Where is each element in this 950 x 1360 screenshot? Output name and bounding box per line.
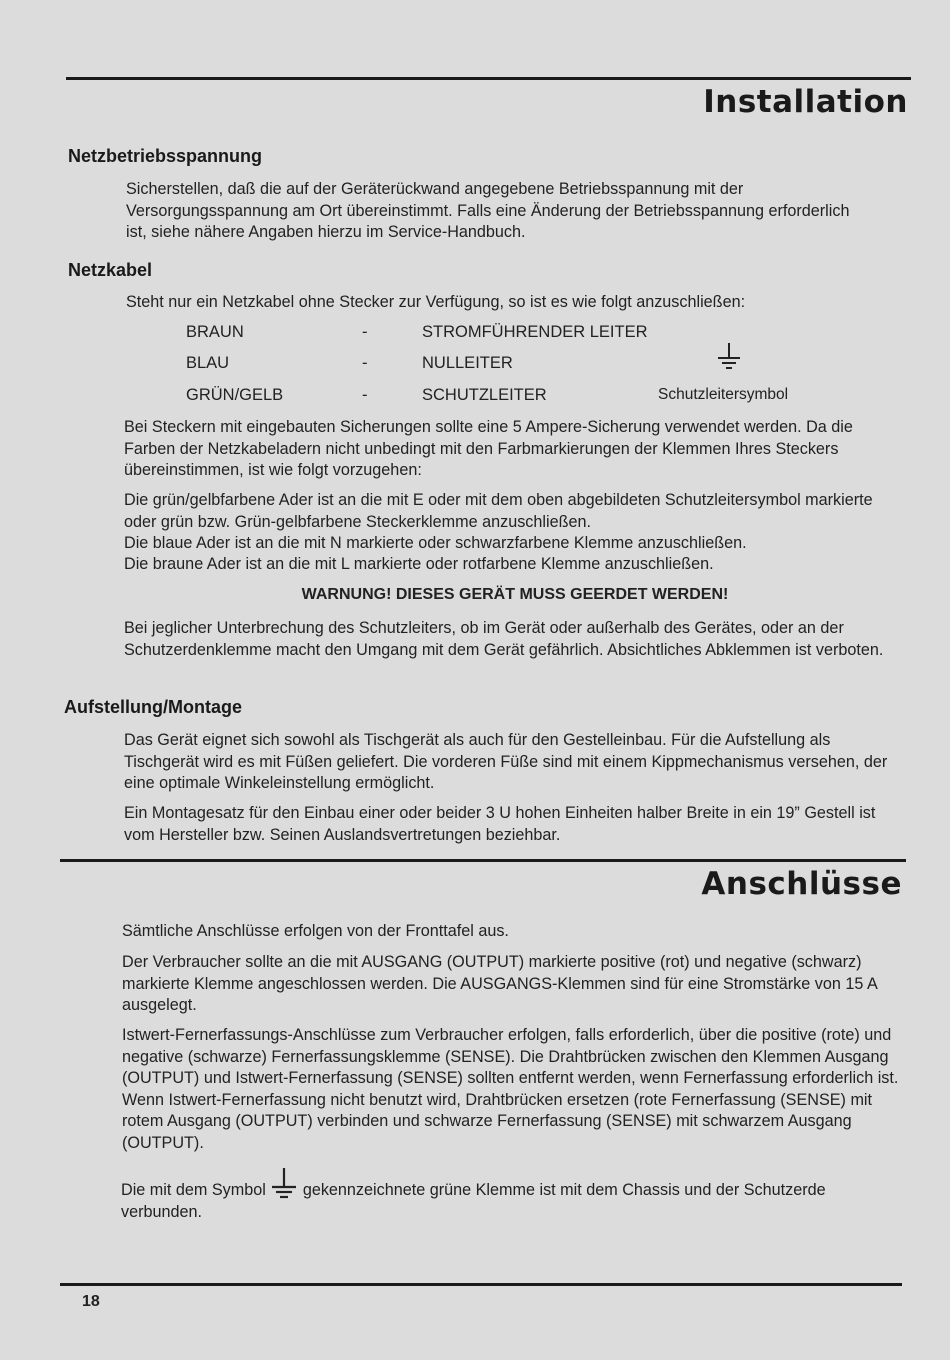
chassis-text-after: gekennzeichnete grüne Klemme ist mit dem Chassis und der Schutzerde verbunden. xyxy=(121,1181,826,1221)
installation-title: Installation xyxy=(703,84,908,120)
anschluesse-output-text: Der Verbraucher sollte an die mit AUSGANG (OUTPUT) markierte positive (rot) und negative (schwarz) markierte Klemme angeschlossen werden. Die AUSGANGS-Klemmen sind für eine Stromstärke von 15 A ausgelegt. xyxy=(122,953,877,1014)
wire-row-blau xyxy=(0,354,950,376)
chassis-text-before: Die mit dem Symbol xyxy=(121,1181,266,1199)
anschluesse-sense-text: Istwert-Fernerfassungs-Anschlüsse zum Verbraucher erfolgen, falls erforderlich, über die positive (rote) und negative (schwarze) Fernerfassungsklemme (SENSE). Die Drahtbrücken zwischen den Klemmen Ausgang (OUTPUT) und Istwert-Fernerfassung (SENSE) sollten entfernt werden, wenn Fernerfassung erforderlich ist. Wenn Istwert-Fernerfassung nicht benutzt wird, Drahtbrücken ersetzen (rote Fernerfassung (SENSE) mit rotem Ausgang (OUTPUT) verbinden und schwarze Fernerfassung (SENSE) mit schwarzem Ausgang (OUTPUT). xyxy=(122,1026,899,1152)
wire-color: BRAUN xyxy=(186,323,244,341)
page-number: 18 xyxy=(82,1293,100,1310)
wire-color: BLAU xyxy=(186,354,230,372)
warning-text: Bei jeglicher Unterbrechung des Schutzleiters, ob im Gerät oder außerhalb des Gerätes, oder an der Schutzerdenklemme macht den Umgang mit dem Gerät gefährlich. Absichtliches Abklemmen ist verboten. xyxy=(124,619,884,659)
wire-dash: - xyxy=(362,354,368,372)
wire-dash: - xyxy=(362,323,368,341)
wire-function: NULLEITER xyxy=(422,354,513,372)
ground-warning: WARNUNG! DIESES GERÄT MUSS GEERDET WERDEN! xyxy=(301,586,729,603)
earth-symbol-label: Schutzleitersymbol xyxy=(658,386,789,403)
wire-row-gruen-gelb xyxy=(0,386,950,408)
anschluesse-chassis-text xyxy=(121,1167,901,1223)
aufstellung-text-2: Ein Montagesatz für den Einbau einer oder beider 3 U hohen Einheiten halber Breite in ein 19” Gestell ist vom Hersteller bzw. Seinen Auslandsvertretungen beziehbar. xyxy=(124,804,876,844)
netzkabel-heading: Netzkabel xyxy=(68,260,153,280)
wire-function: STROMFÜHRENDER LEITER xyxy=(422,323,648,341)
fuse-text: Bei Steckern mit eingebauten Sicherungen sollte eine 5 Ampere-Sicherung verwendet werden. Da die Farben der Netzkabeladern nicht unbedingt mit den Farbmarkierungen der Klemmen Ihres Steckers übereinstimmen, ist wie folgt vorzugehen: xyxy=(124,418,853,479)
bottom-rule xyxy=(60,1283,902,1286)
wire-instruction-brown: Die braune Ader ist an die mit L markierte oder rotfarbene Klemme anzuschließen. xyxy=(124,555,714,573)
wire-instruction-blue: Die blaue Ader ist an die mit N markierte oder schwarzfarbene Klemme anzuschließen. xyxy=(124,534,747,552)
aufstellung-heading: Aufstellung/Montage xyxy=(64,697,242,717)
anschluesse-intro: Sämtliche Anschlüsse erfolgen von der Fronttafel aus. xyxy=(122,922,509,940)
wire-row-braun xyxy=(0,323,950,345)
anschluesse-title: Anschlüsse xyxy=(701,866,902,902)
wire-color: GRÜN/GELB xyxy=(186,386,284,404)
netzkabel-intro: Steht nur ein Netzkabel ohne Stecker zur Verfügung, so ist es wie folgt anzuschließen: xyxy=(126,293,746,311)
earth-ground-icon xyxy=(715,341,743,373)
wire-function: SCHUTZLEITER xyxy=(422,386,547,404)
aufstellung-text-1: Das Gerät eignet sich sowohl als Tischgerät als auch für den Gestelleinbau. Für die Aufstellung als Tischgerät wird es mit Füßen geliefert. Die vorderen Füße sind mit einem Kippmechanismus versehen, der eine optimale Winkeleinstellung ermöglicht. xyxy=(124,731,888,792)
wire-instruction-green-yellow: Die grün/gelbfarbene Ader ist an die mit E oder mit dem oben abgebildeten Schutzleitersymbol markierte oder grün bzw. Grün-gelbfarbene Steckerklemme anzuschließen. xyxy=(124,491,873,531)
middle-rule xyxy=(60,859,906,862)
wire-dash: - xyxy=(362,386,368,404)
netzbetriebsspannung-text: Sicherstellen, daß die auf der Geräterückwand angegebene Betriebsspannung mit der Versorgungsspannung am Ort übereinstimmt. Falls eine Änderung der Betriebsspannung erforderlich ist, siehe nähere Angaben hierzu im Service-Handbuch. xyxy=(126,180,850,241)
top-rule xyxy=(66,77,911,80)
netzbetriebsspannung-heading: Netzbetriebsspannung xyxy=(68,146,263,166)
earth-ground-icon xyxy=(270,1167,298,1201)
